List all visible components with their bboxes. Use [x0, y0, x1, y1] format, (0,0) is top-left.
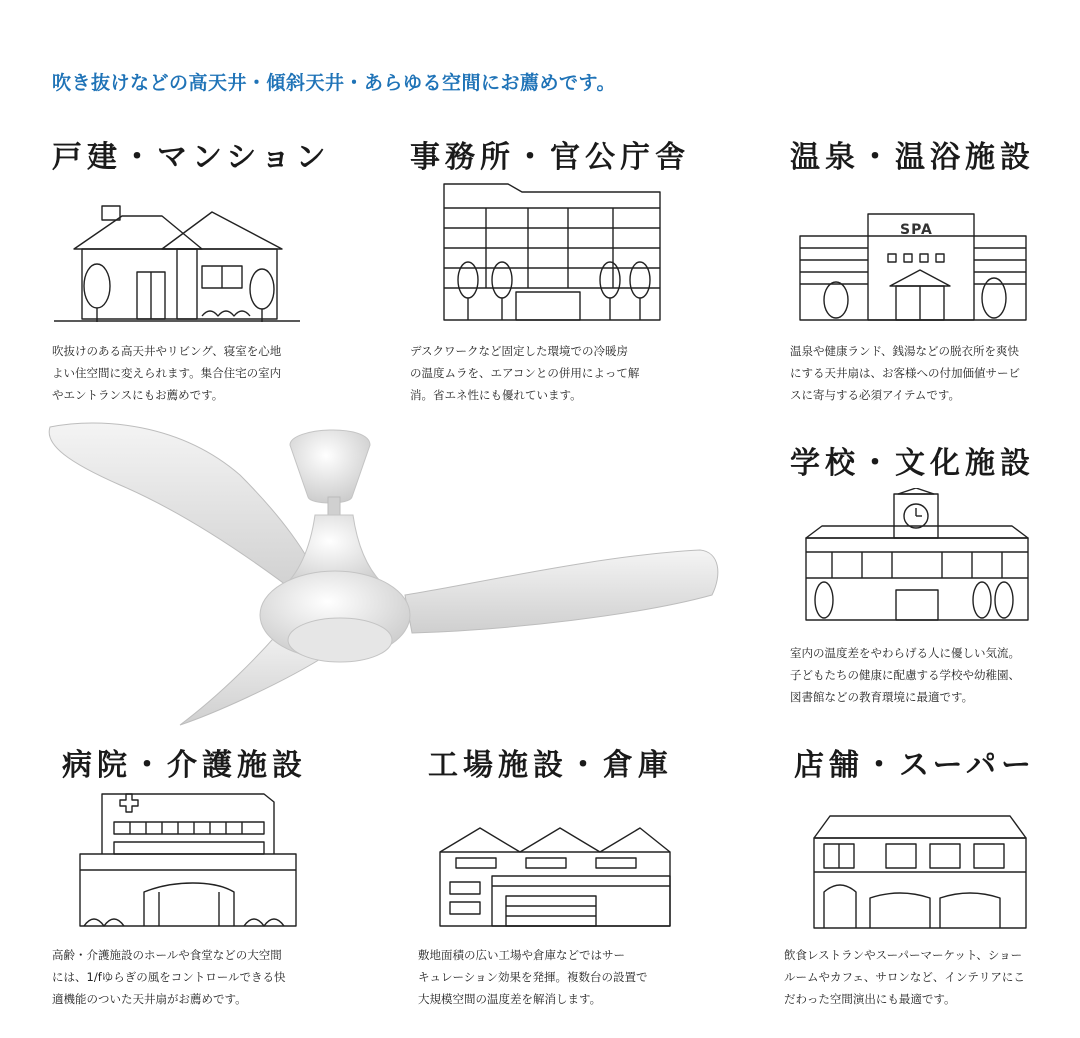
cross-icon — [120, 794, 138, 812]
section-spa — [790, 132, 1080, 402]
section-title: 戸建・マンション — [52, 140, 331, 175]
section-store — [784, 740, 1080, 1006]
store-illustration — [800, 812, 1040, 932]
section-description: 敷地面積の広い工場や倉庫などではサー キュレーション効果を発揮。複数台の設置で 大規模空間の温度差を解消します。 — [418, 948, 648, 1006]
section-hospital — [52, 740, 362, 1006]
section-title: 学校・文化施設 — [790, 446, 1035, 481]
spa-sign: SPA — [900, 222, 933, 238]
section-title: 店舗・スーパー — [794, 748, 1036, 783]
ceiling-fan-image — [40, 415, 730, 730]
section-title: 温泉・温浴施設 — [790, 140, 1035, 175]
page-headline: 吹き抜けなどの高天井・傾斜天井・あらゆる空間にお薦めです。 — [52, 72, 616, 94]
factory-illustration — [436, 822, 676, 932]
section-office — [410, 132, 710, 402]
section-factory — [418, 740, 728, 1006]
office-illustration — [438, 180, 668, 325]
school-illustration — [802, 488, 1032, 628]
section-description: 飲食レストランやスーパーマーケット、ショー ルームやカフェ、サロンなど、インテリアにこ だわった空間演出にも最適です。 — [784, 948, 1025, 1006]
house-illustration — [52, 204, 302, 324]
section-description: デスクワークなど固定した環境での冷暖房 の温度ムラを、エアコンとの併用によって解 消。省エネ性にも優れています。 — [410, 344, 640, 402]
section-title: 病院・介護施設 — [62, 748, 307, 783]
section-description: 吹抜けのある高天井やリビング、寝室を心地 よい住空間に変えられます。集合住宅の室内 やエントランスにもお薦めです。 — [52, 344, 282, 402]
hospital-illustration — [74, 792, 304, 932]
section-title: 事務所・官公庁舎 — [410, 140, 690, 175]
section-description: 温泉や健康ランド、銭湯などの脱衣所を爽快 にする天井扇は、お客様への付加価値サービ スに寄与する必須アイテムです。 — [790, 344, 1020, 402]
section-school — [790, 438, 1080, 704]
section-description: 高齢・介護施設のホールや食堂などの大空間 には、1/fゆらぎの風をコントロールできる快 適機能のついた天井扇がお薦めです。 — [52, 948, 286, 1006]
section-description: 室内の温度差をやわらげる人に優しい気流。 子どもたちの健康に配慮する学校や幼稚園、 図書館などの教育環境に最適です。 — [790, 646, 1020, 704]
section-title: 工場施設・倉庫 — [428, 748, 673, 783]
section-house — [52, 132, 352, 402]
